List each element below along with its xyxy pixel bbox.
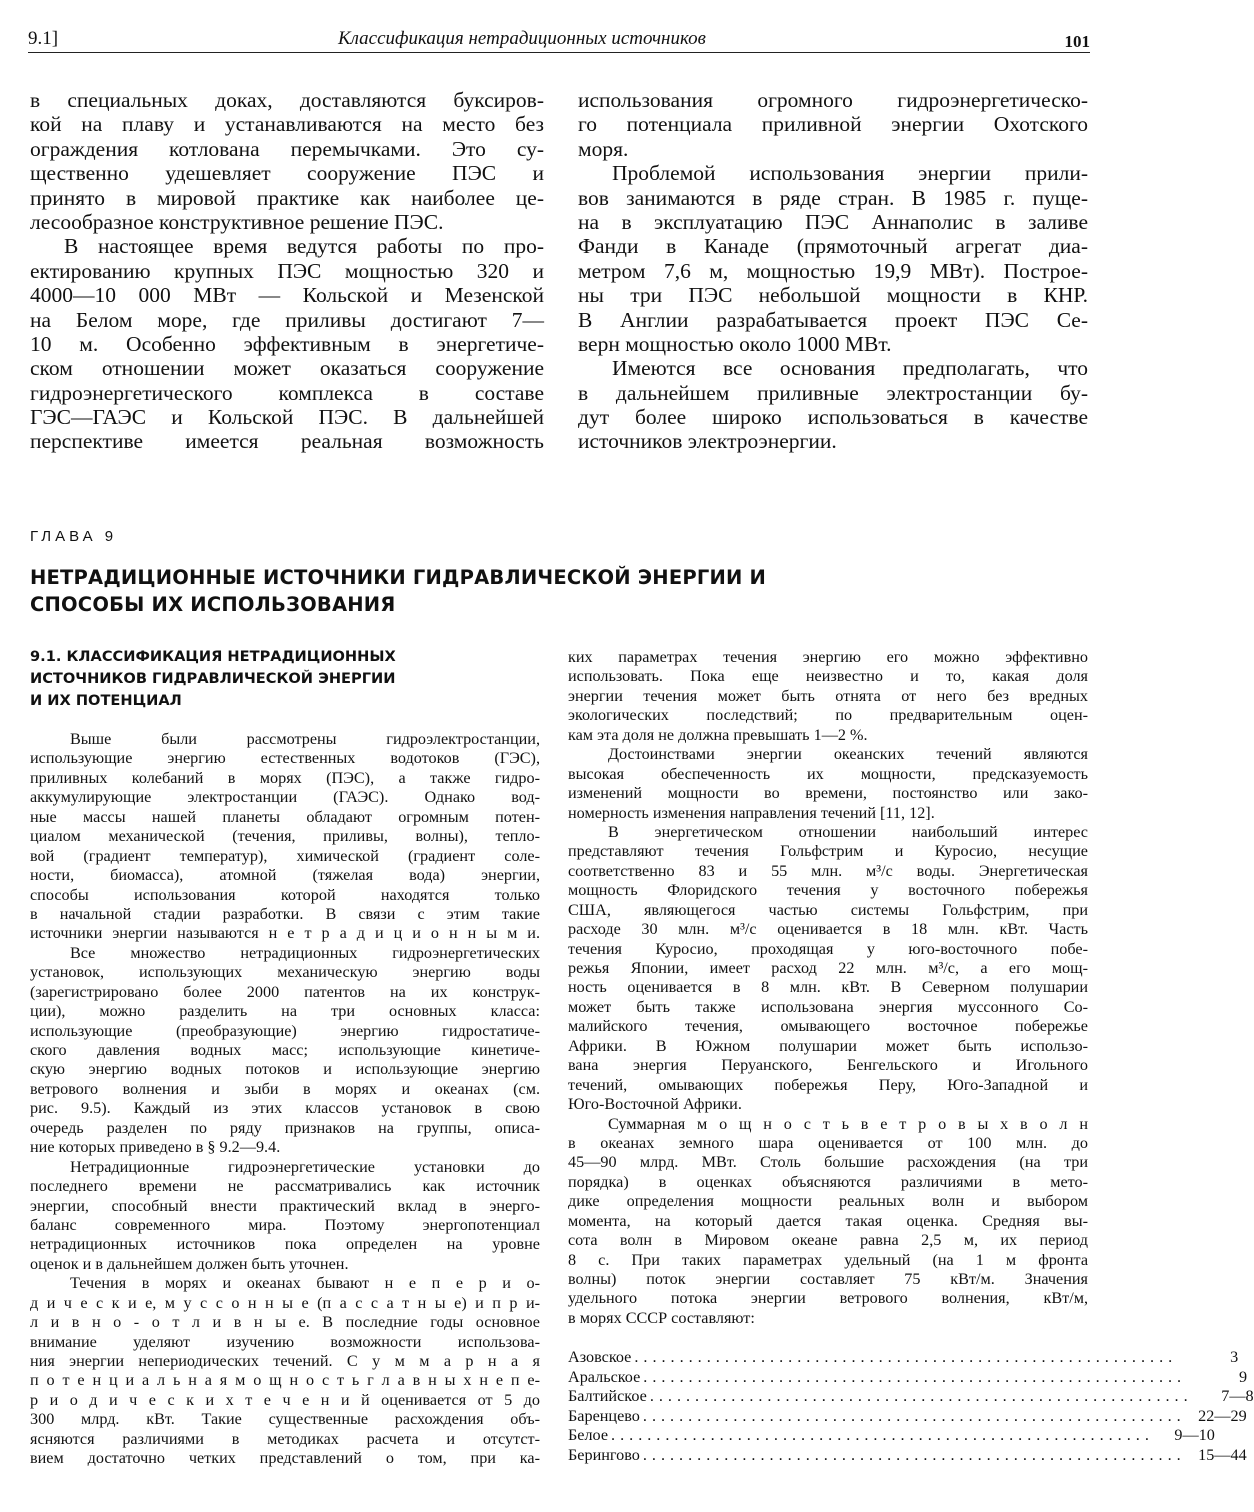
bottom-left-column <box>30 730 540 1469</box>
text-line: В Англии разрабатывается проект ПЭС Се- <box>578 307 1088 332</box>
text-line: Нетрадиционные гидроэнергетические установки до <box>70 1157 540 1176</box>
text-line: 4000—10 000 МВт — Кольской и Мезенской <box>30 283 544 308</box>
text-line: ограждения котлована перемычками. Это су- <box>30 136 544 161</box>
leader-dots: ............................................................ <box>649 1387 1193 1405</box>
text-line: 8 с. При таких параметрах удельный (на 1 м фронта <box>568 1250 1088 1269</box>
text-line: внимание уделяют изучению возможности использова- <box>30 1332 540 1351</box>
text-line: ции), можно разделить на три основных класса: <box>30 1002 540 1021</box>
text-line: В настоящее время ведутся работы по про- <box>64 234 544 259</box>
text-line: дут более широко использоваться в качестве <box>578 405 1088 430</box>
text-line: лесообразное конструктивное решение ПЭС. <box>30 209 444 234</box>
leader-dots: ............................................................ <box>643 1367 1187 1386</box>
paragraph <box>578 356 1088 454</box>
sea-value: 9—10 <box>1174 1426 1215 1444</box>
sea-name: Аральское <box>568 1367 641 1386</box>
text-line: волны) поток энергии составляет 75 кВт/м. Значения <box>568 1270 1088 1288</box>
text-line: источники энергии называются н е т р а д и ц и о н н ы м и. <box>30 924 540 943</box>
table-row <box>568 1406 1247 1427</box>
text-line: очередь разделен по ряду признаков на группы, описа- <box>30 1118 540 1137</box>
leader-dots: ............................................................ <box>642 1406 1186 1425</box>
text-line: установок, использующих механическую энергию воды <box>30 963 540 982</box>
text-line: сота волн в Мировом океане равна 2,5 м, их период <box>568 1231 1088 1250</box>
text-line: щественно удешевляет сооружение ПЭС и <box>30 161 544 186</box>
page-number: 101 <box>1064 32 1090 51</box>
chapter-label: ГЛАВА 9 <box>30 528 118 545</box>
table-row <box>568 1387 1254 1407</box>
sea-value: 9 <box>1239 1367 1248 1386</box>
text-line: вана энергия Перуанского, Бенгельского и Игольного <box>568 1056 1088 1075</box>
text-line: ности, биомасса), атомной (тяжелая вода) энергии, <box>30 866 540 885</box>
text-line: кой на плаву и устанавливаются на место без <box>30 112 544 137</box>
text-line: го потенциала приливной энергии Охотского <box>578 112 1088 137</box>
text-line: 10 м. Особенно эффективным в энергетиче- <box>30 331 544 356</box>
leader-dots: ............................................................ <box>634 1348 1178 1366</box>
seas-energy-table <box>568 1348 1254 1465</box>
text-line: ветрового волнения и зыби в морях и океанах (см. <box>30 1079 540 1098</box>
text-line: изменений мощности во времени, постоянство или зако- <box>568 784 1088 803</box>
text-line: Достоинствами энергии океанских течений являются <box>608 745 1088 764</box>
paragraph <box>568 823 1088 1115</box>
text-line: на Белом море, где приливы достигают 7— <box>30 307 544 332</box>
text-line: в океанах земного шара оценивается от 100 млн. до <box>568 1133 1088 1152</box>
text-line: в начальной стадии разработки. В связи с этим такие <box>30 904 540 923</box>
table-row <box>568 1348 1239 1368</box>
text-line: энергии, способный внести практический вклад в энерго- <box>30 1196 540 1215</box>
text-line: верн мощностью около 1000 МВт. <box>578 331 892 356</box>
paragraph <box>30 944 540 1158</box>
text-line: вов занимаются в ряде стран. В 1985 г. пуще- <box>578 185 1088 210</box>
text-line: ких параметрах течения энергию его можно эффективно <box>568 648 1088 666</box>
text-line: Имеются все основания предполагать, что <box>612 356 1088 381</box>
text-line: течений, омывающих побережья Перу, Юго-Западной и <box>568 1075 1088 1094</box>
text-line: метром 7,6 м, мощностью 19,9 МВт). Построе- <box>578 258 1088 283</box>
text-line: Течения в морях и океанах бывают н е п е р и о- <box>70 1274 540 1293</box>
text-line: ясняются различиями в методиках расчета и отсутст- <box>30 1429 540 1448</box>
text-line: номерность изменения направления течений [11, 12]. <box>568 803 935 822</box>
text-line: последнего времени не рассматривались как источник <box>30 1177 540 1196</box>
paragraph <box>30 1274 540 1468</box>
text-line: циалом механической (течения, приливы, волны), тепло- <box>30 827 540 846</box>
text-line: удельного потока энергии ветрового волнения, кВт/м, <box>568 1289 1088 1308</box>
sea-name: Белое <box>568 1426 609 1444</box>
text-line: оценок и в дальнейшем должен быть уточнен. <box>30 1254 349 1273</box>
text-line: ность оценивается в 8 млн. кВт. В Северном полушарии <box>568 978 1088 997</box>
text-line: 300 млрд. кВт. Такие существенные расхождения объ- <box>30 1410 540 1429</box>
text-line: мощность Флоридского течения у восточного побережья <box>568 881 1088 900</box>
text-line: Фанди в Канаде (прямоточный агрегат диа- <box>578 234 1088 259</box>
text-line: в дальнейшем приливные электростанции бу- <box>578 380 1088 405</box>
text-line: приливных колебаний в морях (ПЭС), а также гидро- <box>30 768 540 787</box>
header-running-title: Классификация нетрадиционных источников <box>338 28 706 49</box>
text-line: ные массы нашей планеты обладают огромным потен- <box>30 807 540 826</box>
paragraph <box>30 88 544 234</box>
text-line: вой (градиент температур), химической (градиент соле- <box>30 846 540 865</box>
text-line: ского давления водных масс; использующие кинетиче- <box>30 1041 540 1059</box>
sea-name: Азовское <box>568 1348 632 1366</box>
text-line: в морях СССР составляют: <box>568 1308 755 1327</box>
sea-name: Берингово <box>568 1445 640 1464</box>
bottom-right-column <box>568 648 1088 1328</box>
text-line: рис. 9.5). Каждый из этих классов установок в свою <box>30 1099 540 1118</box>
paragraph <box>30 1158 540 1275</box>
text-line: 45—90 млрд. МВт. Столь большие расхождения (на три <box>568 1153 1088 1172</box>
text-line: может быть также использована энергия муссонного Со- <box>568 997 1088 1016</box>
text-line: п о т е н ц и а л ь н а я м о щ н о с т ь г л а в н ы х н е п е- <box>30 1371 540 1390</box>
text-line: (зарегистрировано более 2000 патентов на их конструк- <box>30 982 540 1001</box>
paragraph <box>578 161 1088 356</box>
section-heading <box>30 646 396 712</box>
header-section: 9.1] <box>28 28 59 49</box>
text-line: Африки. В Южном полушарии может быть использо- <box>568 1036 1088 1055</box>
text-line: вием достаточно четких представлений о том, при ка- <box>30 1449 540 1468</box>
text-line: соответственно 83 и 55 млн. м³/с воды. Энергетическая <box>568 861 1088 880</box>
text-line: принято в мировой практике как наиболее це- <box>30 185 544 210</box>
text-line: малийского течения, омывающего восточное побережье <box>568 1017 1088 1036</box>
text-line: экологических последствий; по предварительным оцен- <box>568 706 1088 725</box>
text-line: США, являющегося частью системы Гольфстрим, при <box>568 900 1088 919</box>
text-line: использующие энергию естественных водотоков (ГЭС), <box>30 749 540 768</box>
leader-dots: ............................................................ <box>642 1445 1186 1464</box>
text-line: моря. <box>578 136 629 161</box>
paragraph <box>30 234 544 454</box>
text-line: аккумулирующие электростанции (ГАЭС). Однако вод- <box>30 788 540 807</box>
sea-value: 3 <box>1230 1348 1239 1366</box>
text-line: кам эта доля не должна превышать 1—2 %. <box>568 725 868 744</box>
text-line: Все множество нетрадиционных гидроэнергетических <box>70 943 540 962</box>
text-line: перспективе имеется реальная возможность <box>30 429 544 454</box>
text-line: режья Японии, имеет расход 22 млн. м³/с, а его мощ- <box>568 959 1088 977</box>
sea-name: Балтийское <box>568 1387 647 1405</box>
text-line: д и ч е с к и е, м у с с о н н ы е (п а с с а т н ы е) и п р и- <box>30 1293 540 1312</box>
running-header <box>28 26 1090 53</box>
table-row <box>568 1367 1248 1388</box>
top-right-column <box>578 88 1088 454</box>
text-line: расходе 30 млн. м³/с оценивается в 18 млн. кВт. Часть <box>568 920 1088 939</box>
text-line: ния энергии непериодических течений. С у м м а р н а я <box>30 1352 540 1370</box>
paragraph <box>30 730 540 944</box>
text-line: течения Куросио, проходящая у юго-восточного побе- <box>568 939 1088 958</box>
sea-value: 15—44 <box>1198 1445 1247 1464</box>
text-line: способы использования которой находятся только <box>30 885 540 904</box>
text-line: ектированию крупных ПЭС мощностью 320 и <box>30 258 544 283</box>
section-heading-line: 9.1. КЛАССИФИКАЦИЯ НЕТРАДИЦИОННЫХ <box>30 648 396 665</box>
table-row <box>568 1445 1247 1466</box>
paragraph <box>578 88 1088 161</box>
text-line: В энергетическом отношении наибольший интерес <box>608 822 1088 841</box>
text-line: использовать. Пока еще неизвестно и то, какая доля <box>568 667 1088 686</box>
section-heading-line: И ИХ ПОТЕНЦИАЛ <box>30 692 182 709</box>
text-line: представляют течения Гольфстрим и Куросио, несущие <box>568 842 1088 861</box>
leader-dots: ............................................................ <box>611 1426 1154 1444</box>
paragraph <box>568 1115 1088 1329</box>
text-line: ние которых приведено в § 9.2—9.4. <box>30 1138 281 1157</box>
top-left-column <box>30 88 544 454</box>
text-line: ГЭС—ГАЭС и Кольской ПЭС. В дальнейшей <box>30 405 544 430</box>
text-line: скую энергию водных потоков и использующие энергию <box>30 1060 540 1079</box>
sea-value: 7—8 <box>1221 1387 1254 1405</box>
text-line: в специальных доках, доставляются буксиров- <box>30 88 544 112</box>
text-line: источников электроэнергии. <box>578 429 837 454</box>
chapter-title <box>30 564 766 618</box>
text-line: использования огромного гидроэнергетическо- <box>578 88 1088 112</box>
text-line: порядка) в оценках объясняются различиями в мето- <box>568 1172 1088 1191</box>
section-heading-line: ИСТОЧНИКОВ ГИДРАВЛИЧЕСКОЙ ЭНЕРГИИ <box>30 670 396 687</box>
text-line: гидроэнергетического комплекса в составе <box>30 380 544 405</box>
text-line: высокая обеспеченность их мощности, предсказуемость <box>568 764 1088 783</box>
text-line: использующие (преобразующие) энергию гидростатиче- <box>30 1021 540 1040</box>
paragraph <box>568 648 1088 745</box>
text-line: Выше были рассмотрены гидроэлектростанции, <box>70 730 540 748</box>
text-line: нетрадиционных источников пока определен на уровне <box>30 1235 540 1254</box>
text-line: Юго-Восточной Африки. <box>568 1095 742 1114</box>
sea-name: Баренцево <box>568 1406 640 1425</box>
text-line: ском отношении может оказаться сооружение <box>30 356 544 381</box>
text-line: на в эксплуатацию ПЭС Аннаполис в заливе <box>578 209 1088 234</box>
text-line: энергии течения может быть отнята от него без вредных <box>568 686 1088 705</box>
chapter-title-line: СПОСОБЫ ИХ ИСПОЛЬЗОВАНИЯ <box>30 593 396 616</box>
chapter-title-line: НЕТРАДИЦИОННЫЕ ИСТОЧНИКИ ГИДРАВЛИЧЕСКОЙ ЭНЕРГИИ И <box>30 566 767 589</box>
text-line: Проблемой использования энергии прили- <box>612 161 1088 186</box>
text-line: дике определения мощности реальных волн и выбором <box>568 1192 1088 1211</box>
text-line: л и в н о - о т л и в н ы е. В последние годы основное <box>30 1313 540 1332</box>
paragraph <box>568 745 1088 823</box>
sea-value: 22—29 <box>1198 1406 1247 1425</box>
text-line: Суммарная м о щ н о с т ь в е т р о в ы х в о л н <box>608 1114 1088 1133</box>
text-line: ны три ПЭС небольшой мощности в КНР. <box>578 283 1088 308</box>
text-line: момента, на который дается такая оценка. Средняя вы- <box>568 1211 1088 1230</box>
table-row <box>568 1426 1215 1446</box>
text-line: баланс современного мира. Поэтому энергопотенциал <box>30 1215 540 1234</box>
text-line: р и о д и ч е с к и х т е ч е н и й оценивается от 5 до <box>30 1390 540 1409</box>
